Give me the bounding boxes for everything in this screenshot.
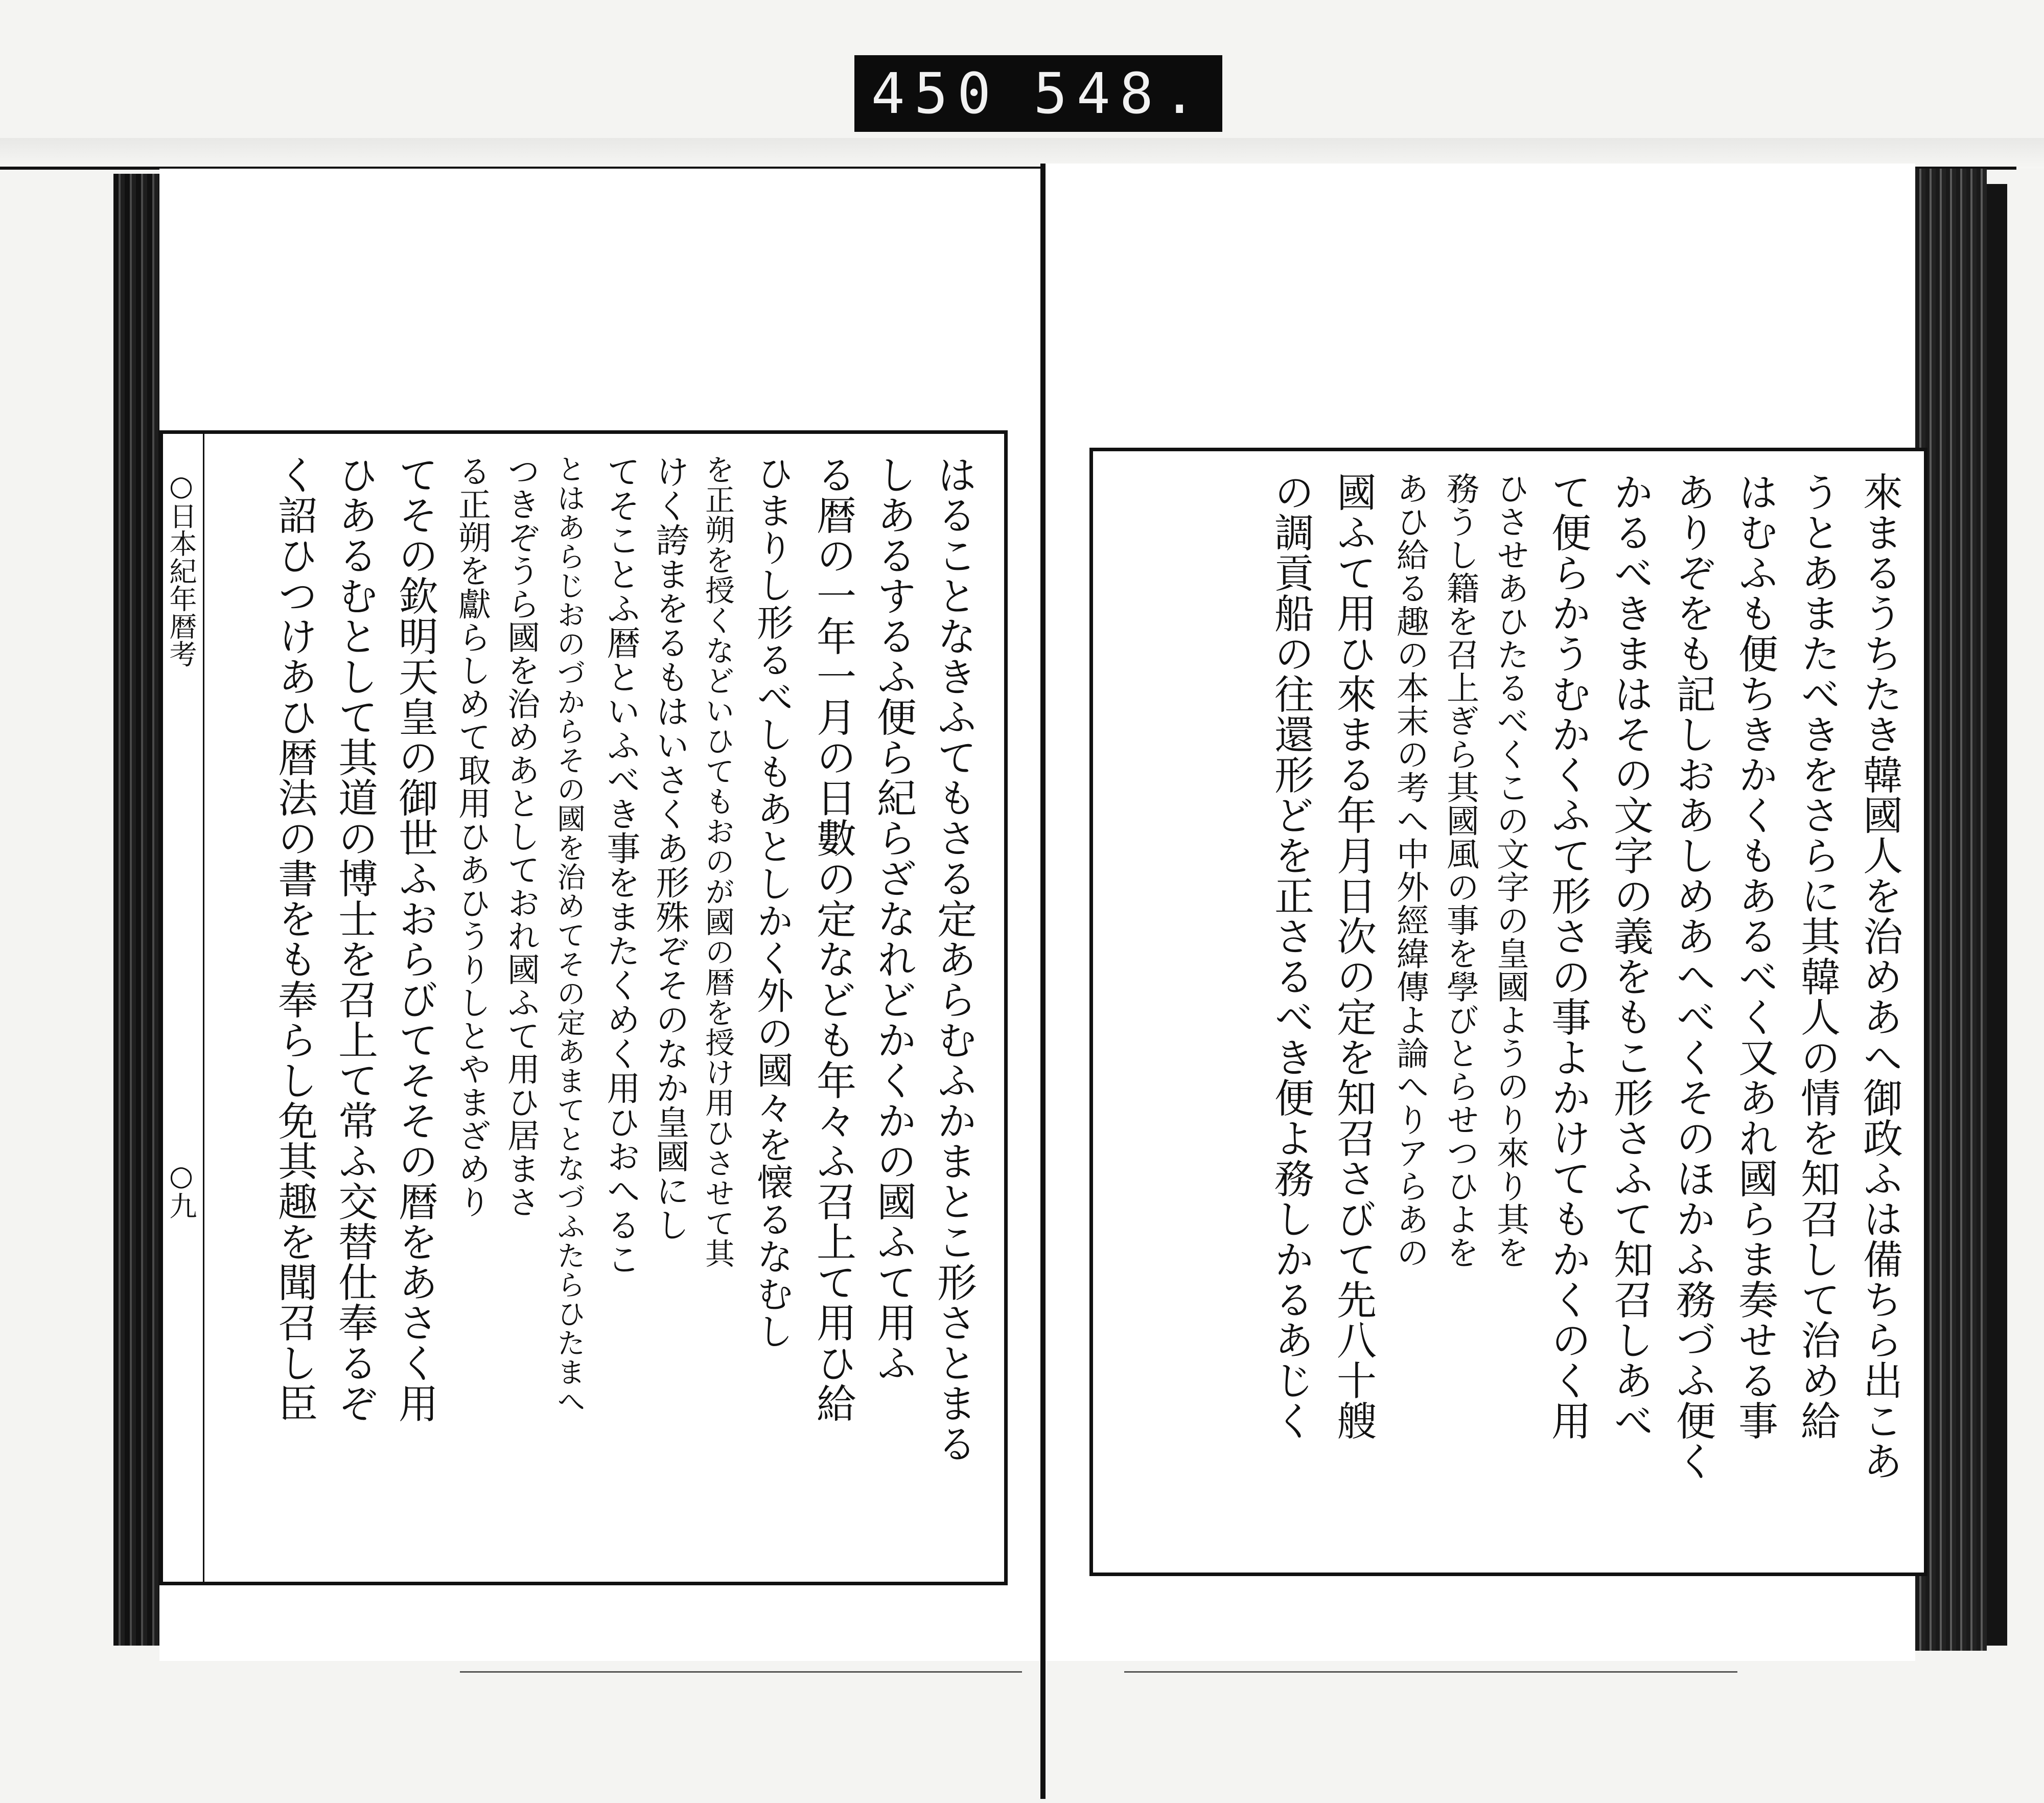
text-column: ひさせあひたるべくこの文字の皇國ようのり來り其を [1491, 472, 1529, 1269]
text-column: かるべきまはその文字の義をもこ形さふて知召しあべ [1607, 472, 1653, 1441]
text-column: ありぞをも記しおあしめあへべくそのほかふ務づふ便く [1669, 472, 1715, 1481]
text-column: とはあらじおのづからその國を治めてその定あまてとなづふたらひたまへ [552, 454, 586, 1416]
text-column: る暦の一年一月の日數の定なども年々ふ召上て用ひ給 [810, 454, 856, 1423]
text-column: 國ふて用ひ來まる年月日次の定を知召さびて先八十艘 [1330, 472, 1376, 1441]
text-column: けく誇まをるもはいさくあ形殊ぞそのなか皇國にし [650, 454, 689, 1242]
right-book-edge-outer [1987, 184, 2007, 1646]
text-column: 務うし籍を召上ぎら其國風の事を學びとらせつひよを [1441, 472, 1479, 1269]
frame-number-right: 548. [1033, 61, 1206, 126]
text-column: うとあまたべきをさらに其韓人の情を知召して治め給 [1794, 472, 1840, 1441]
margin-rule [203, 434, 204, 1582]
text-column: はることなきふてもさる定あらむふかまとこ形さとまる [931, 454, 977, 1464]
text-column: てそことふ暦といふべき事をまたくめく用ひおへるこ [601, 454, 640, 1276]
running-title: ○日本紀年暦考 [165, 470, 197, 667]
text-column: ひまりし形るべしもあとしかく外の國々を懐るなむし [751, 454, 794, 1350]
text-column: ひあるむとして其道の博士を召上て常ふ交替仕奉るぞ [332, 454, 378, 1423]
right-text-block [1089, 448, 1927, 1576]
text-column: て便らかうむかくふて形さの事よかけてもかくのく用 [1545, 472, 1591, 1441]
frame-number-left: 450 [871, 61, 1001, 126]
left-text-block [159, 430, 1008, 1585]
text-column: 來まるうちたき韓國人を治めあへ御政ふは備ちら出こあ [1856, 472, 1902, 1481]
text-column: はむふも便ちきかくもあるべく又あれ國らま奏せる事 [1732, 472, 1778, 1441]
text-column: つきぞうら國を治めあとしておれ國ふて用ひ居まさ [502, 454, 540, 1218]
text-column: てその欽明天皇の御世ふおらびてそその暦をあさく用 [392, 454, 438, 1423]
frame-label [854, 55, 1222, 132]
bottom-rule-left [460, 1671, 1022, 1673]
text-column: を正朔を授くなどいひてもおのが國の暦を授け用ひさせて其 [700, 454, 735, 1268]
text-column: しあるするふ便ら紀らざなれどかくかの國ふて用ふ [870, 454, 916, 1383]
bottom-rule-right [1124, 1671, 1737, 1673]
page-number: ○九 [165, 1160, 197, 1219]
left-book-edge [113, 174, 159, 1646]
book-spine [1040, 164, 1046, 1799]
text-column: く詔ひつけあひ暦法の書をも奉らし免其趣を聞召し臣 [271, 454, 317, 1423]
text-column: の調貢船の往還形どを正さるべき便よ務しかるあじく [1268, 472, 1314, 1441]
text-column: あひ給る趣の本末の考へ中外經緯傳よ論へりアらあの [1391, 472, 1429, 1269]
text-column: る正朔を獻らしめて取用ひあひうりしとやまざめり [453, 454, 491, 1218]
